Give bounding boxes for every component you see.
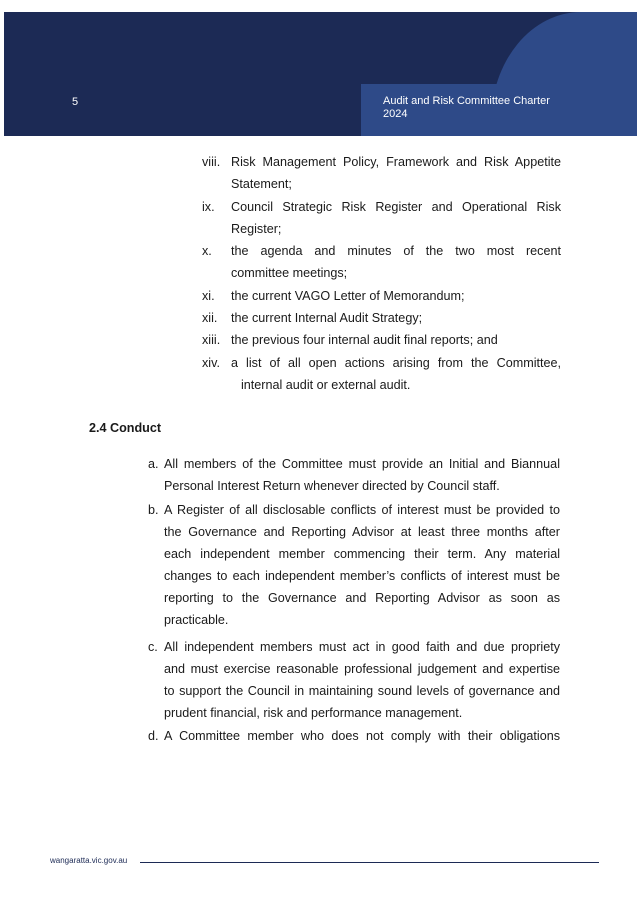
page-number: 5 [72,96,79,108]
list-item-text [231,307,561,329]
list-item-line: Personal Interest Return whenever directed by Council staff. [164,479,500,493]
list-marker: xii. [202,311,218,325]
list-item-line: a list of all open actions arising from the Committee, [231,356,561,370]
list-marker: xiii. [202,333,221,347]
list-item-line: A Register of all disclosable conflicts of interest must be provided to [164,503,560,517]
document-title-line: Audit and Risk Committee Charter [383,95,550,107]
list-marker: d. [148,729,159,743]
list-item-line: each independent member commencing their term. Any material [164,547,560,561]
list-marker: viii. [202,155,221,169]
list-item-line: reporting to the Governance and Reporting Advisor as soon as [164,591,560,605]
list-item-line: Council Strategic Risk Register and Operational Risk [231,200,561,214]
list-item-line: changes to each independent member’s conflicts of interest must be [164,569,560,583]
list-item-text [231,285,561,307]
list-marker: ix. [202,200,215,214]
list-item-line: the previous four internal audit final reports; and [231,333,498,347]
list-item-line: the Governance and Reporting Advisor at least three months after [164,525,560,539]
list-item-text [164,499,560,631]
list-item-text [164,725,560,747]
list-item-text [231,329,561,351]
list-item-text [164,453,560,497]
section-heading: 2.4 Conduct [89,421,162,435]
list-item-line: internal audit or external audit. [241,378,411,392]
list-item-line: All independent members must act in good faith and due propriety [164,640,560,654]
list-item-line: A Committee member who does not comply with their obligations [164,729,560,743]
list-item-line: practicable. [164,613,229,627]
list-item-line: the current VAGO Letter of Memorandum; [231,289,465,303]
document-title-line: 2024 [383,108,408,120]
list-item-line: prudent financial, risk and performance management. [164,706,463,720]
list-marker: b. [148,503,159,517]
list-item-text [231,352,561,396]
footer-website-link[interactable]: wangaratta.vic.gov.au [50,856,128,865]
list-item-line: the agenda and minutes of the two most recent [231,244,561,258]
footer-divider [140,862,599,863]
list-item-line: and must exercise reasonable professional judgement and expertise [164,662,560,676]
list-item-text [231,240,561,284]
list-item-line: Register; [231,222,282,236]
list-item-line: Risk Management Policy, Framework and Risk Appetite [231,155,561,169]
list-marker: c. [148,640,158,654]
list-item-line: committee meetings; [231,266,348,280]
list-item-line: All members of the Committee must provide an Initial and Biannual [164,457,560,471]
list-marker: xiv. [202,356,220,370]
list-item-text [164,636,560,724]
document-title [383,95,583,121]
list-marker: a. [148,457,159,471]
list-item-line: the current Internal Audit Strategy; [231,311,423,325]
list-marker: xi. [202,289,215,303]
list-item-text [231,151,561,195]
list-item-line: Statement; [231,177,292,191]
list-marker: x. [202,244,212,258]
list-item-line: to support the Council in maintaining sound levels of governance and [164,684,560,698]
list-item-text [231,196,561,240]
